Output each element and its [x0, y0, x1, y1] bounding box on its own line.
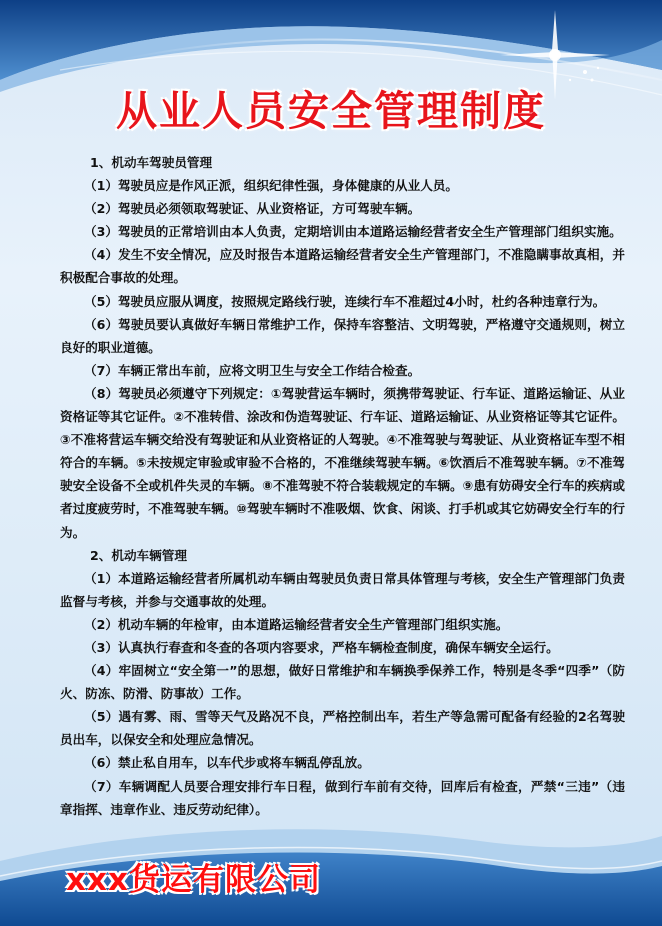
regulation-paragraph: （7）车辆正常出车前，应将文明卫生与安全工作结合检查。 [84, 362, 421, 378]
regulation-paragraph: （1）驾驶员应是作风正派，组织纪律性强，身体健康的从业人员。 [84, 178, 458, 194]
section-heading: 1、机动车驾驶员管理 [90, 155, 213, 170]
regulation-paragraph: （1）本道路运输经营者所属机动车辆由驾驶员负责日常具体管理与考核，安全生产管理部门负责监督与考核，并参与交通事故的处理。 [60, 570, 625, 609]
regulation-body [60, 151, 625, 821]
regulation-paragraph: （7）车辆调配人员要合理安排行车日程，做到行车前有交待，回库后有检查，严禁“三违”（违章指挥、违章作业、违反劳动纪律）。 [60, 778, 625, 817]
regulation-paragraph: （3）认真执行春查和冬查的各项内容要求，严格车辆检查制度，确保车辆安全运行。 [84, 639, 559, 655]
regulation-paragraph: （8）驾驶员必须遵守下列规定：①驾驶营运车辆时，须携带驾驶证、行车证、道路运输证、从业资格证等其它证件。②不准转借、涂改和伪造驾驶证、行车证、道路运输证、从业资格证等其它证件。③不准将营运车辆交给没有驾驶证和从业资格证的人驾驶。④不准驾驶与驾驶证、从业资格证车型不相符合的车辆。⑤未按规定审验或审验不合格的，不准继续驾驶车辆。⑥饮酒后不准驾驶车辆。⑦不准驾驶安全设备不全或机件失灵的车辆。⑧不准驾驶不符合装载规定的车辆。⑨患有妨碍安全行车的疾病或者过度疲劳时，不准驾驶车辆。⑩驾驶车辆时不准吸烟、饮食、闲谈、打手机或其它妨碍安全行车的行为。 [60, 385, 625, 540]
regulation-paragraph: （6）禁止私自用车，以车代步或将车辆乱停乱放。 [84, 755, 370, 771]
poster-title: 从业人员安全管理制度 [116, 87, 546, 135]
regulation-paragraph: （5）遇有雾、雨、雪等天气及路况不良，严格控制出车，若生产等急需可配备有经验的2名驾驶员出车，以保安全和处理应急情况。 [60, 709, 625, 748]
regulation-paragraph: （3）驾驶员的正常培训由本人负责，定期培训由本道路运输经营者安全生产管理部门组织实施。 [84, 224, 622, 240]
regulation-paragraph: （5）驾驶员应服从调度，按照规定路线行驶，连续行车不准超过4小时，杜约各种违章行为。 [84, 293, 606, 309]
regulation-paragraph: （6）驾驶员要认真做好车辆日常维护工作，保持车容整洁、文明驾驶，严格遵守交通规则，树立良好的职业道德。 [60, 316, 625, 355]
section-heading: 2、机动车辆管理 [90, 547, 187, 563]
company-name: xxx货运有限公司 [66, 862, 321, 898]
regulation-paragraph: （2）驾驶员必须领取驾驶证、从业资格证，方可驾驶车辆。 [84, 201, 421, 217]
regulation-paragraph: （2）机动车辆的年检审，由本道路运输经营者安全生产管理部门组织实施。 [84, 616, 509, 632]
regulation-paragraph: （4）发生不安全情况，应及时报告本道路运输经营者安全生产管理部门，不准隐瞒事故真相，并积极配合事故的处理。 [60, 247, 625, 286]
regulation-paragraph: （4）牢固树立“安全第一”的思想，做好日常维护和车辆换季保养工作，特别是冬季“四季”（防火、防冻、防滑、防事故）工作。 [60, 663, 625, 702]
